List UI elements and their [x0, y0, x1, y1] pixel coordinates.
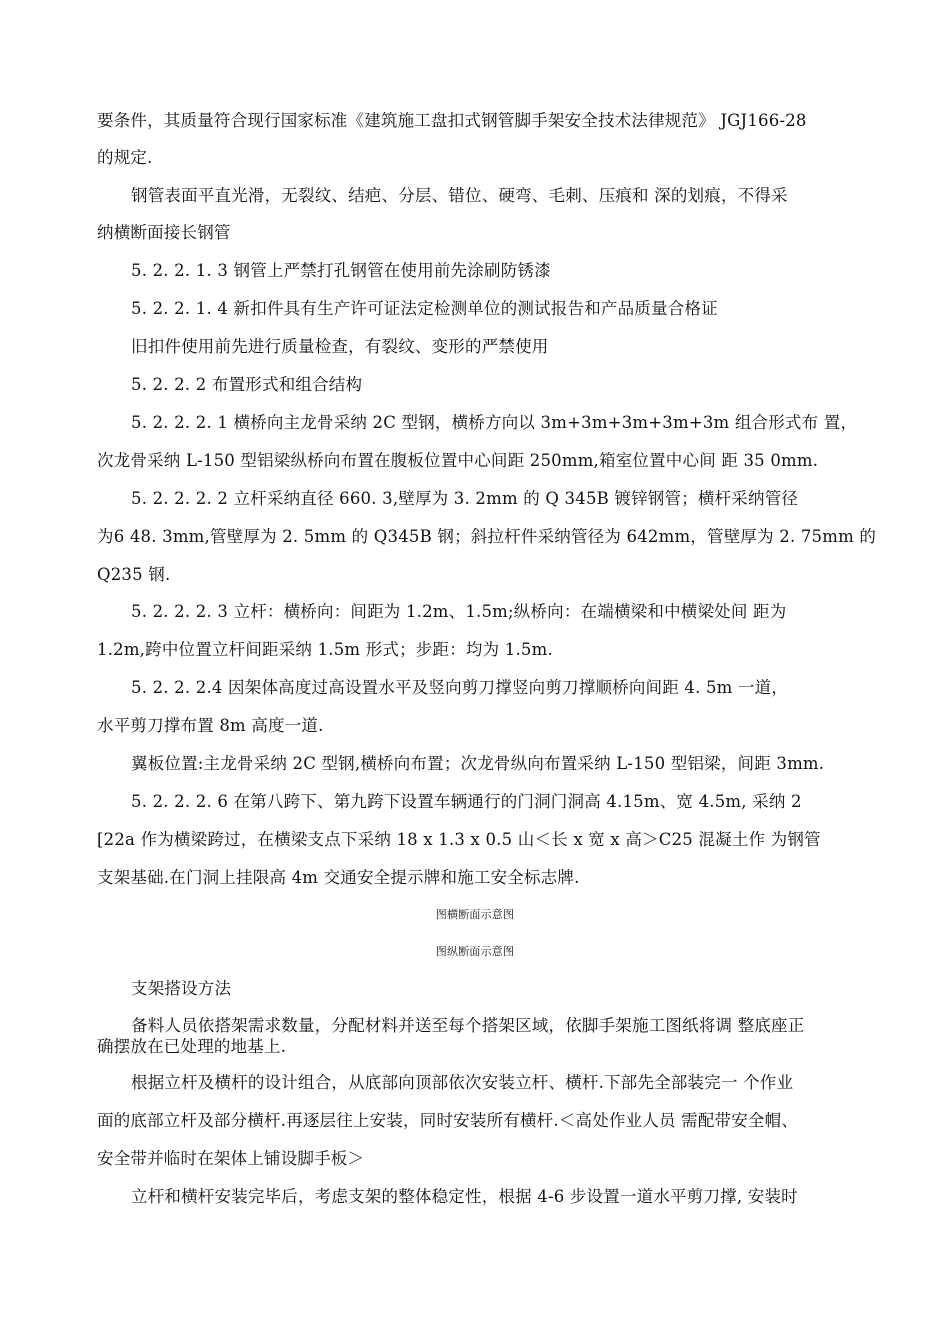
- text-line: 钢管表面平直光滑，无裂纹、结疤、分层、错位、硬弯、毛刺、压痕和 深的划痕，不得采: [131, 186, 788, 205]
- text-line: 面的底部立杆及部分横杆.再逐层往上安装，同时安装所有横杆.＜高处作业人员 需配带安全帽、: [97, 1111, 799, 1130]
- figure-caption: 图横断面示意图: [435, 908, 515, 921]
- section-heading: 支架搭设方法: [131, 979, 232, 998]
- text-line: 水平剪刀撑布置 8m 高度一道.: [97, 716, 324, 735]
- text-line: 5. 2. 2. 2. 3 立杆：横桥向：间距为 1.2m、1.5m;纵桥向：在端横梁和中横梁处间 距为: [131, 602, 787, 621]
- text-line: [22a 作为横梁跨过，在横梁支点下采纳 18 x 1.3 x 0.5 山＜长 x 宽 x 高＞C25 混凝土作 为钢管: [97, 830, 821, 849]
- text-line: 5. 2. 2. 2.4 因架体高度过高设置水平及竖向剪刀撑竖向剪刀撑顺桥向间距 4. 5m 一道，: [131, 678, 789, 697]
- text-line: 次龙骨采纳 L-150 型铝梁纵桥向布置在腹板位置中心间距 250mm,箱室位置中心间 距 35 0mm.: [97, 451, 819, 470]
- text-line: 确摆放在已处理的地基上.: [97, 1037, 287, 1056]
- text-line: 根据立杆及横杆的设计组合，从底部向顶部依次安装立杆、横杆.下部先全部装完一 个作业: [131, 1073, 794, 1092]
- text-line: 1.2m,跨中位置立杆间距采纳 1.5m 形式；步距：均为 1.5m.: [97, 640, 553, 659]
- text-line: 5. 2. 2. 2. 6 在第八跨下、第九跨下设置车辆通行的门洞门洞高 4.15m、宽 4.5m, 采纳 2: [131, 792, 802, 811]
- text-line: 5. 2. 2. 1. 3 钢管上严禁打孔钢管在使用前先涂刷防锈漆: [131, 261, 551, 280]
- text-line: 5. 2. 2. 2 布置形式和组合结构: [131, 375, 363, 394]
- text-line: 5. 2. 2. 1. 4 新扣件具有生产许可证法定检测单位的测试报告和产品质量合格证: [131, 299, 718, 318]
- text-line: Q235 钢.: [97, 565, 171, 584]
- text-line: 5. 2. 2. 2. 2 立杆采纳直径 660. 3,壁厚为 3. 2mm 的 Q 345B 镀锌钢管；横杆采纳管径: [131, 489, 799, 508]
- text-line: 纳横断面接长钢管: [97, 223, 231, 242]
- text-line: 支架基础.在门洞上挂限高 4m 交通安全提示牌和施工安全标志牌.: [97, 868, 580, 887]
- text-line: 安全带并临时在架体上铺设脚手板＞: [97, 1149, 365, 1168]
- text-line: 为6 48. 3mm,管壁厚为 2. 5mm 的 Q345B 钢；斜拉杆件采纳管径为 642mm，管壁厚为 2. 75mm 的: [97, 527, 877, 546]
- text-line: 翼板位置:主龙骨采纳 2C 型钢,横桥向布置；次龙骨纵向布置采纳 L-150 型铝梁，间距 3mm.: [131, 754, 825, 773]
- text-line: 备料人员依搭架需求数量，分配材料并送至每个搭架区域，依脚手架施工图纸将调 整底座正: [131, 1016, 805, 1035]
- text-line: 的规定.: [97, 148, 153, 167]
- figure-caption: 图纵断面示意图: [435, 945, 515, 958]
- text-line: 立杆和横杆安装完毕后，考虑支架的整体稳定性，根据 4-6 步设置一道水平剪刀撑, 安装时: [131, 1187, 798, 1206]
- text-line: 旧扣件使用前先进行质量检查，有裂纹、变形的严禁使用: [131, 337, 549, 356]
- text-line: 5. 2. 2. 2. 1 横桥向主龙骨采纳 2C 型钢，横桥方向以 3m+3m+3m+3m+3m 组合形式布 置，: [131, 413, 858, 432]
- text-line: 要条件，其质量符合现行国家标准《建筑施工盘扣式钢管脚手架安全技术法律规范》 JGJ166-28: [97, 111, 807, 130]
